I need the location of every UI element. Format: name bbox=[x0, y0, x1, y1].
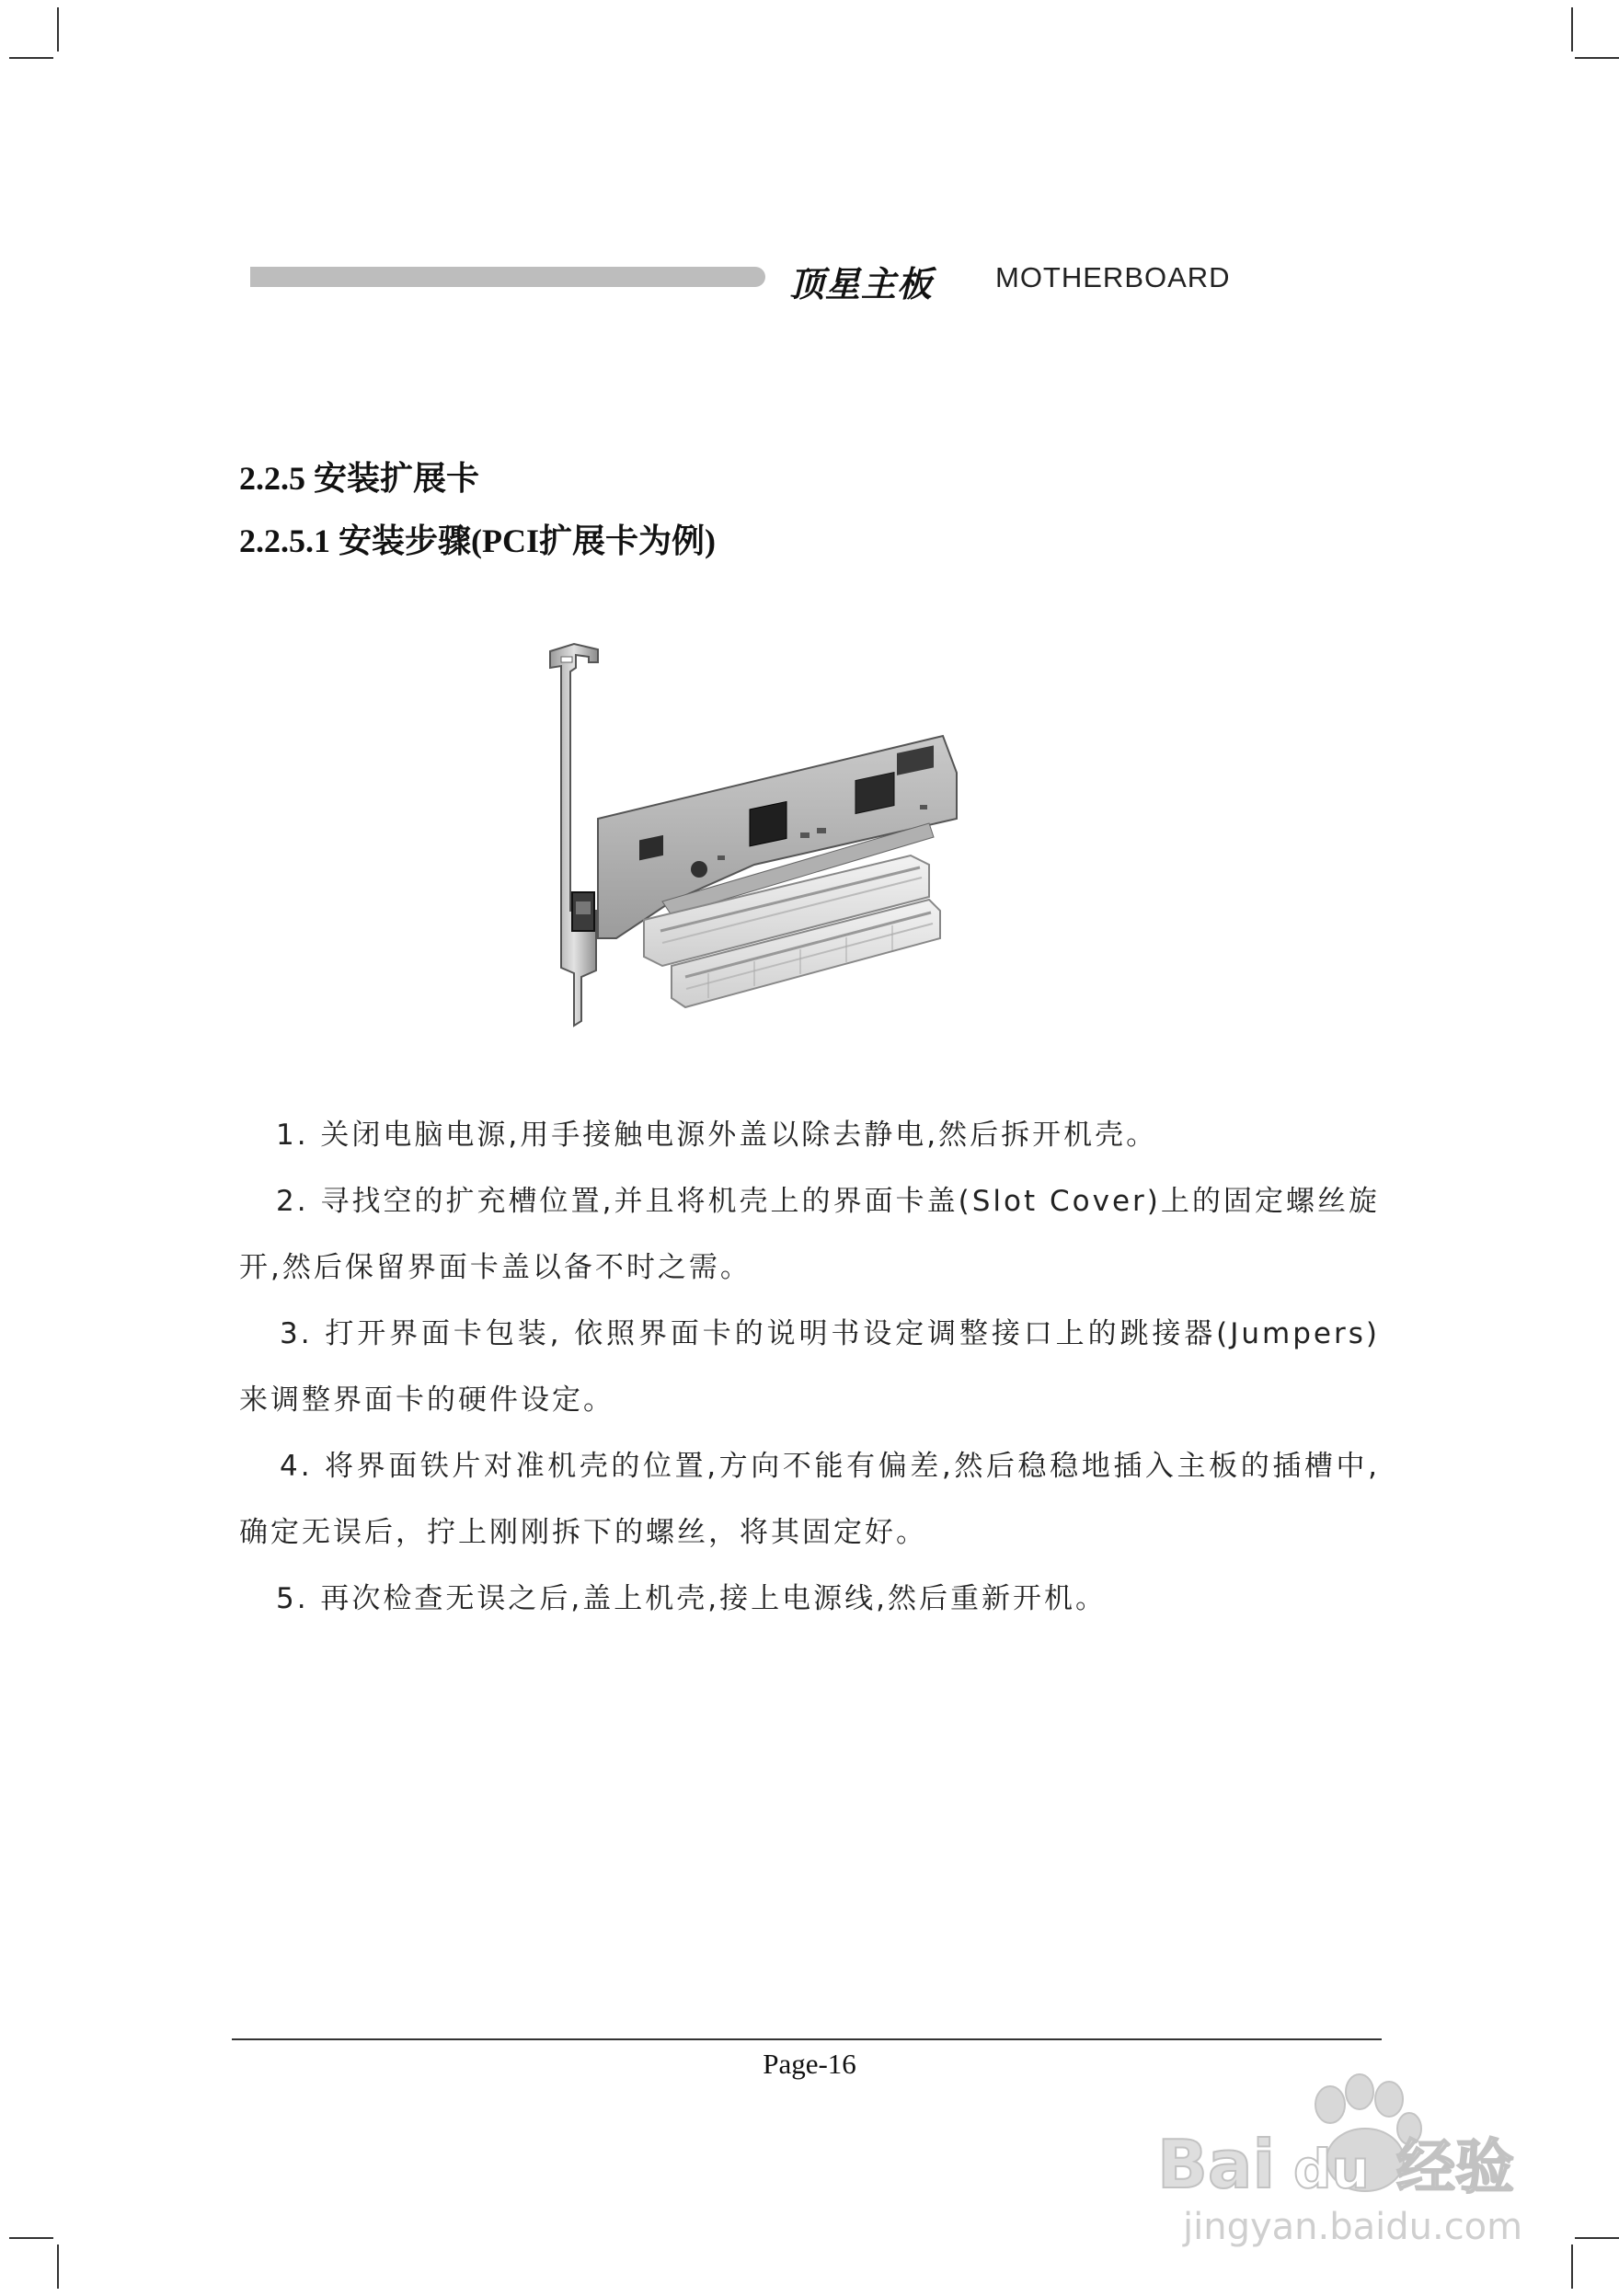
section-heading: 2.2.5 安装扩展卡 bbox=[239, 460, 480, 497]
subsection-heading: 2.2.5.1 安装步骤(PCI扩展卡为例) bbox=[239, 522, 716, 559]
step-1: 1. 关闭电脑电源,用手接触电源外盖以除去静电,然后拆开机壳。 bbox=[276, 1119, 1158, 1152]
page-number: Page-16 bbox=[763, 2048, 856, 2080]
step-5: 5. 再次检查无误之后,盖上机壳,接上电源线,然后重新开机。 bbox=[276, 1582, 1107, 1615]
svg-text:jingyan.baidu.com: jingyan.baidu.com bbox=[1183, 2206, 1523, 2248]
crop-mark bbox=[9, 57, 53, 59]
step-4: 4. 将界面铁片对准机壳的位置,方向不能有偏差,然后稳稳地插入主板的插槽中,确定无误后，拧上刚刚拆下的螺丝，将其固定好。 bbox=[239, 1450, 1380, 1549]
crop-mark bbox=[1575, 57, 1619, 59]
crop-mark bbox=[1571, 2244, 1573, 2289]
crop-mark bbox=[9, 2237, 53, 2239]
svg-text:Bai: Bai bbox=[1157, 2126, 1276, 2203]
header-decor-bar bbox=[250, 267, 765, 287]
footer-divider bbox=[232, 2038, 1382, 2040]
svg-text:经验: 经验 bbox=[1396, 2134, 1514, 2202]
brand-logo-cn: 顶星主板 bbox=[789, 264, 934, 304]
pci-card-illustration bbox=[524, 635, 1058, 1039]
step-3: 3. 打开界面卡包装, 依照界面卡的说明书设定调整接口上的跳接器(Jumpers)来调整界面卡的硬件设定。 bbox=[239, 1317, 1380, 1417]
crop-mark bbox=[1571, 7, 1573, 52]
svg-text:du: du bbox=[1293, 2138, 1370, 2200]
crop-mark bbox=[1575, 2237, 1619, 2239]
baidu-jingyan-watermark-logo bbox=[1155, 2059, 1560, 2252]
installation-steps bbox=[239, 1102, 1380, 1632]
crop-mark bbox=[57, 2244, 59, 2289]
brand-subtitle: MOTHERBOARD bbox=[995, 261, 1231, 293]
crop-mark bbox=[57, 7, 59, 52]
step-2: 2. 寻找空的扩充槽位置,并且将机壳上的界面卡盖(Slot Cover)上的固定螺丝旋开,然后保留界面卡盖以备不时之需。 bbox=[239, 1185, 1380, 1284]
